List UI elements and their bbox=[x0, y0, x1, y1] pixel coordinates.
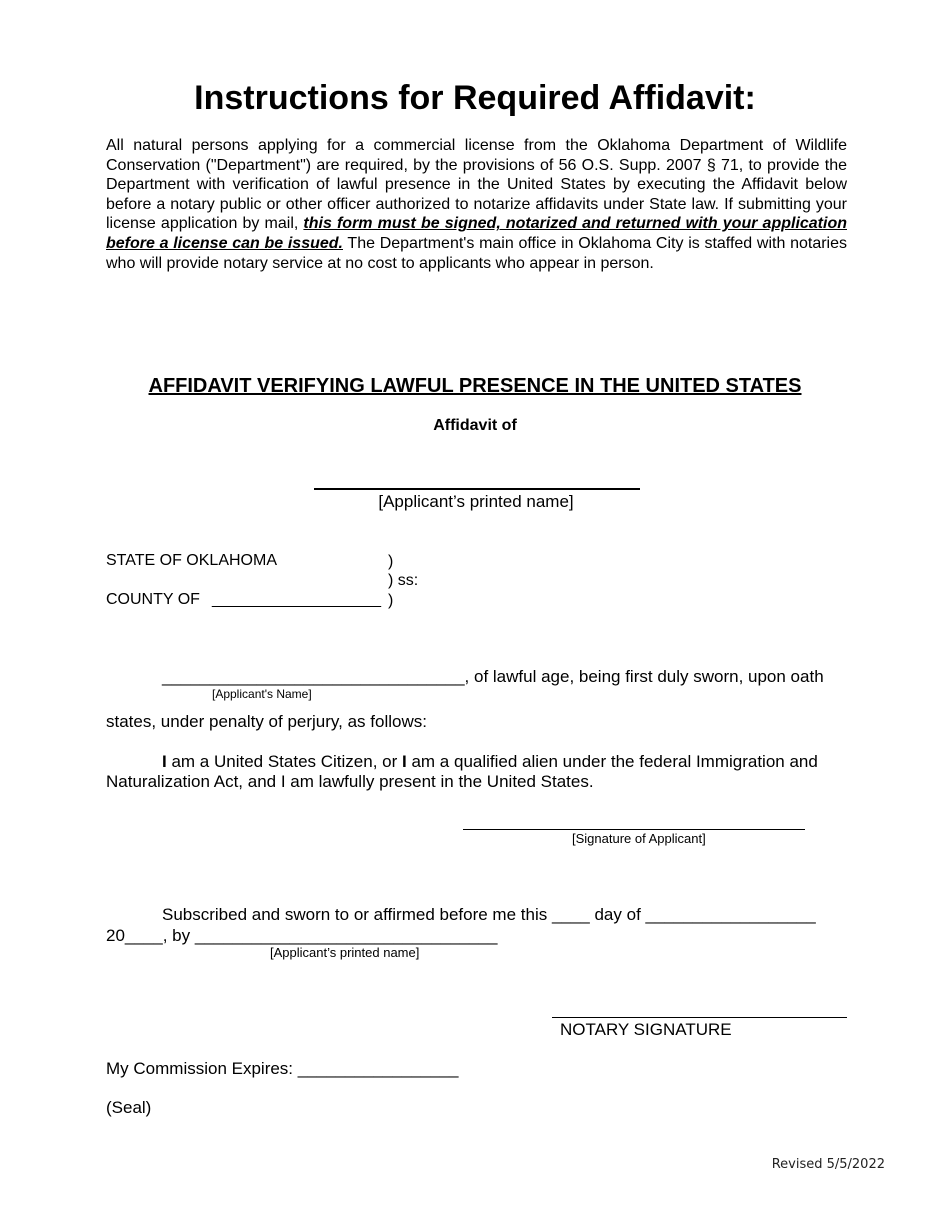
applicant-signature-line[interactable] bbox=[463, 829, 805, 830]
affidavit-heading: AFFIDAVIT VERIFYING LAWFUL PRESENCE IN THE UNITED STATES bbox=[148, 375, 802, 397]
county-field[interactable]: ___________________ bbox=[212, 591, 382, 608]
paren-line-3: ) bbox=[388, 592, 394, 609]
oath-text: , of lawful age, being first duly sworn, upon oath bbox=[464, 667, 824, 686]
oath-continued: states, under penalty of perjury, as follows: bbox=[106, 712, 427, 731]
notary-signature-line[interactable] bbox=[552, 1017, 847, 1018]
commission-label: My Commission Expires: bbox=[106, 1059, 298, 1078]
statement-i-2: I bbox=[402, 752, 407, 771]
instructions-emphasis: this form must be signed, notarized and returned with your application before a license can be issued. bbox=[106, 215, 847, 252]
applicant-name-field[interactable]: ________________________________ bbox=[162, 667, 465, 686]
applicant-printed-name-caption: [Applicant’s printed name] bbox=[378, 492, 574, 511]
year-by-line[interactable]: 20____, by ________________________________ bbox=[106, 926, 498, 945]
notary-printed-name-caption: [Applicant’s printed name] bbox=[270, 945, 420, 960]
oath-line bbox=[162, 667, 824, 687]
paren-line-1: ) bbox=[388, 553, 394, 570]
ss-label: ) ss: bbox=[388, 572, 419, 589]
applicant-name-caption: [Applicant's Name] bbox=[212, 687, 312, 701]
state-label: STATE OF OKLAHOMA bbox=[106, 552, 277, 569]
county-label: COUNTY OF bbox=[106, 591, 200, 608]
subscribed-line[interactable]: Subscribed and sworn to or affirmed before me this ____ day of __________________ bbox=[162, 905, 816, 924]
signature-caption: [Signature of Applicant] bbox=[572, 831, 706, 846]
statement-line-2: Naturalization Act, and I am lawfully present in the United States. bbox=[106, 772, 594, 791]
notary-signature-label: NOTARY SIGNATURE bbox=[560, 1020, 732, 1039]
statement-mid: am a United States Citizen, or bbox=[166, 752, 403, 771]
seal-label: (Seal) bbox=[106, 1098, 152, 1117]
statement-i-1: I bbox=[162, 752, 167, 771]
commission-line bbox=[106, 1059, 459, 1079]
applicant-printed-name-line[interactable] bbox=[314, 488, 640, 490]
commission-expires-field[interactable]: _________________ bbox=[297, 1059, 459, 1078]
revised-date: Revised 5/5/2022 bbox=[771, 1157, 885, 1172]
affidavit-of-label: Affidavit of bbox=[433, 417, 517, 434]
instructions-text-start: All natural persons applying for a commercial license from the Oklahoma Department of Wildlife Conservation ("Department") are required, by the provisions of 56 O.S. Supp. 2007 § 71, to provide the Department with verification of lawful presence in the United States by executing the Affidavit below before a notary public or other officer authorized to notarize affidavits under State law. If submitting your license application by mail, bbox=[106, 137, 847, 233]
instructions-text-end: The Department's main office in Oklahoma City is staffed with notaries who will provide notary service at no cost to applicants who appear in person. bbox=[106, 234, 848, 272]
statement-end: am a qualified alien under the federal Immigration and bbox=[406, 752, 818, 771]
statement-line-1 bbox=[162, 752, 818, 772]
instructions-paragraph bbox=[106, 136, 847, 273]
page-title: Instructions for Required Affidavit: bbox=[194, 79, 756, 117]
